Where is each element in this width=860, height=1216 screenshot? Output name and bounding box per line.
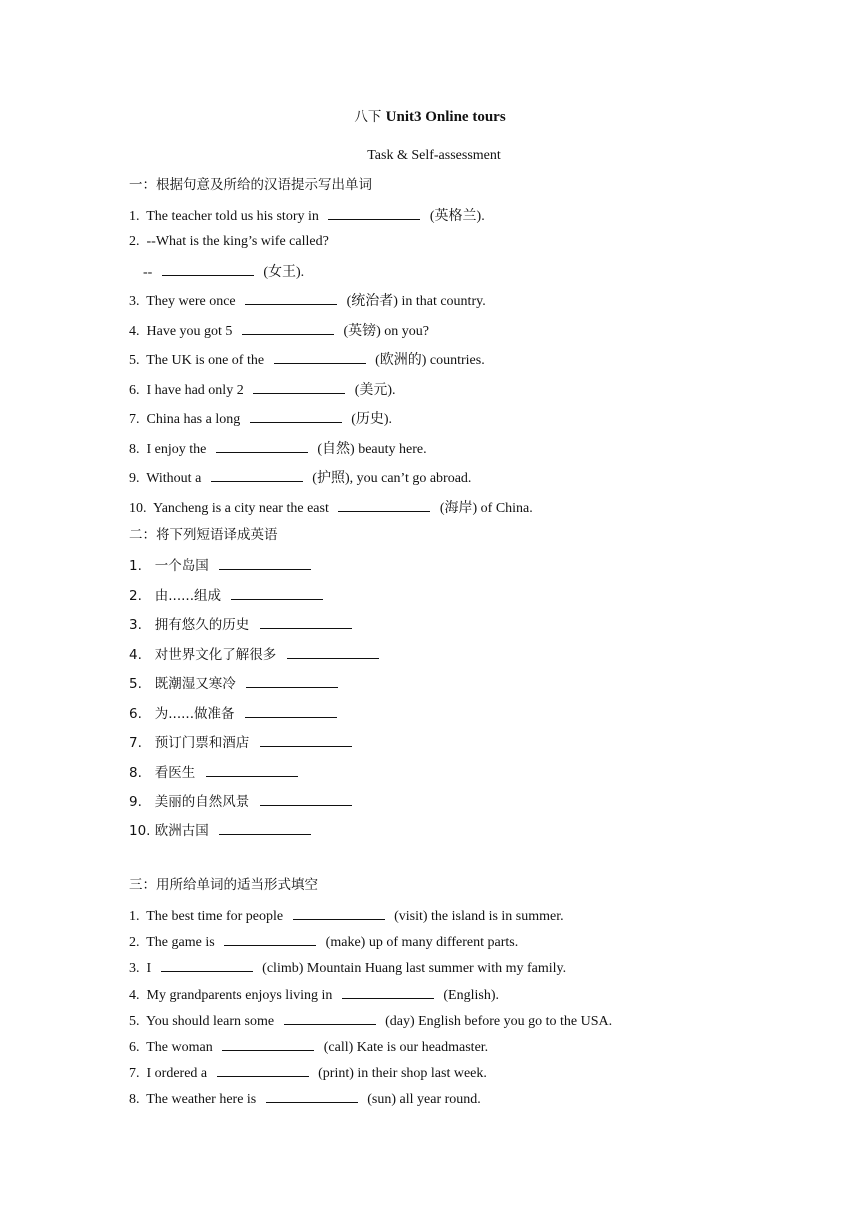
s2-item-7: 7. 预订门票和酒店 [129,732,358,753]
s1-item-4: 4. Have you got 5 (英镑) on you? [129,320,429,341]
s1-item-7: 7. China has a long (历史). [129,408,392,429]
s1-item-1: 1. The teacher told us his story in (英格兰). [129,205,485,226]
s1-item-8: 8. I enjoy the (自然) beauty here. [129,438,427,459]
answer-blank[interactable] [211,467,303,482]
answer-blank[interactable] [293,905,385,920]
answer-blank[interactable] [219,820,311,835]
page-title [0,105,860,126]
answer-blank[interactable] [162,261,254,276]
title-cn: 八下 [354,109,386,125]
answer-blank[interactable] [242,320,334,335]
s3-item-4: 4. My grandparents enjoys living in (English). [129,984,499,1005]
page-subtitle: Task & Self-assessment [367,148,501,163]
answer-blank[interactable] [260,732,352,747]
s1-item-6: 6. I have had only 2 (美元). [129,379,396,400]
s2-item-9: 9. 美丽的自然风景 [129,791,358,812]
s3-item-1: 1. The best time for people (visit) the island is in summer. [129,905,564,926]
answer-blank[interactable] [222,1036,314,1051]
s1-item-5: 5. The UK is one of the (欧洲的) countries. [129,349,485,370]
s3-item-8: 8. The weather here is (sun) all year round. [129,1088,481,1109]
s3-item-7: 7. I ordered a (print) in their shop last week. [129,1062,487,1083]
answer-blank[interactable] [338,497,430,512]
answer-blank[interactable] [231,585,323,600]
answer-blank[interactable] [224,931,316,946]
s2-item-5: 5. 既潮湿又寒冷 [129,673,344,694]
s2-item-6: 6. 为......做准备 [129,703,343,724]
answer-blank[interactable] [328,205,420,220]
answer-blank[interactable] [217,1062,309,1077]
section1-heading: 一：根据句意及所给的汉语提示写出单词 [129,177,372,193]
answer-blank[interactable] [260,614,352,629]
s3-item-5: 5. You should learn some (day) English before you go to the USA. [129,1010,612,1031]
s3-item-3: 3. I (climb) Mountain Huang last summer with my family. [129,957,566,978]
section2-heading: 二：将下列短语译成英语 [129,527,278,543]
answer-blank[interactable] [206,762,298,777]
answer-blank[interactable] [250,408,342,423]
answer-blank[interactable] [260,791,352,806]
answer-blank[interactable] [161,957,253,972]
answer-blank[interactable] [216,438,308,453]
s3-item-6: 6. The woman (call) Kate is our headmaster. [129,1036,488,1057]
answer-blank[interactable] [342,984,434,999]
s2-item-10: 10. 欧洲古国 [129,820,317,841]
s1-item-10: 10. Yancheng is a city near the east (海岸) of China. [129,497,533,518]
answer-blank[interactable] [266,1088,358,1103]
s2-item-3: 3. 拥有悠久的历史 [129,614,358,635]
answer-blank[interactable] [246,673,338,688]
answer-blank[interactable] [253,379,345,394]
answer-blank[interactable] [287,644,379,659]
answer-blank[interactable] [274,349,366,364]
section3-heading: 三：用所给单词的适当形式填空 [129,877,318,893]
answer-blank[interactable] [219,555,311,570]
answer-blank[interactable] [284,1010,376,1025]
s1-item-9: 9. Without a (护照), you can’t go abroad. [129,467,471,488]
s1-item-3: 3. They were once (统治者) in that country. [129,290,486,311]
title-en: Unit3 Online tours [385,109,506,125]
s1-item-2: 2. --What is the king’s wife called? [129,234,329,249]
answer-blank[interactable] [245,290,337,305]
answer-blank[interactable] [245,703,337,718]
s2-item-1: 1. 一个岛国 [129,555,317,576]
s2-item-2: 2. 由......组成 [129,585,329,606]
s1-item-2b: -- (女王). [129,261,304,282]
s2-item-8: 8. 看医生 [129,762,304,783]
s2-item-4: 4. 对世界文化了解很多 [129,644,385,665]
s3-item-2: 2. The game is (make) up of many different parts. [129,931,518,952]
